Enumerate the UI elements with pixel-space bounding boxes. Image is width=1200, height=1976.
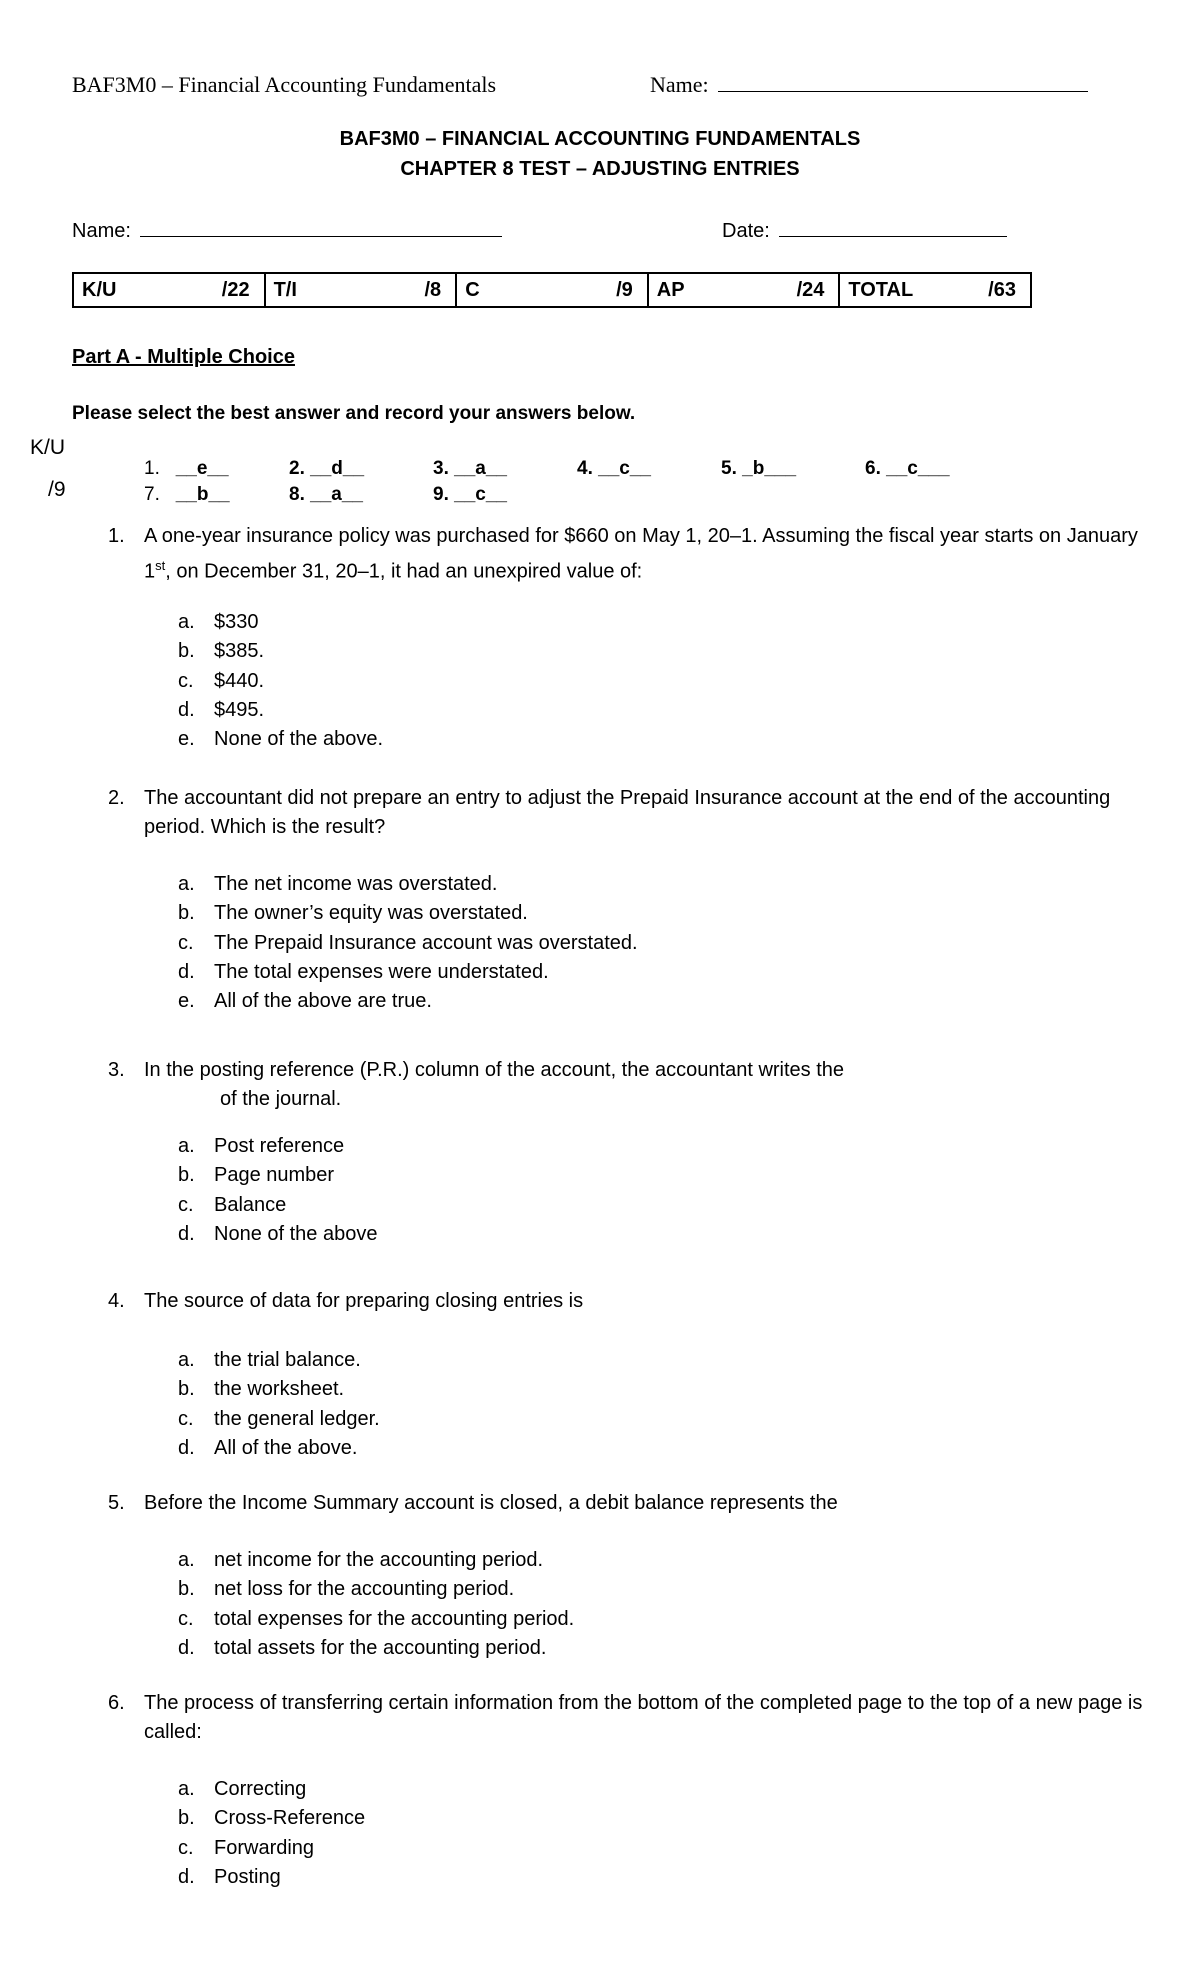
- answer-num: 7.: [144, 484, 160, 505]
- question-2: [108, 784, 1168, 842]
- answer-num: 2.: [289, 458, 305, 479]
- course-header: BAF3M0 – Financial Accounting Fundamentals: [72, 72, 497, 97]
- answer-value: __a__: [310, 484, 363, 505]
- question-number: 4.: [108, 1290, 125, 1312]
- answer-value: __d__: [310, 458, 365, 479]
- question-1: [108, 522, 1168, 587]
- question-4: [108, 1287, 1168, 1316]
- answer-4[interactable]: [577, 458, 651, 480]
- score-max: /24: [796, 278, 825, 301]
- question-number: 2.: [108, 787, 125, 809]
- question-number: 6.: [108, 1692, 125, 1714]
- header-name-line: [718, 73, 1088, 92]
- score-max: /8: [424, 278, 442, 301]
- answer-num: 8.: [289, 484, 305, 505]
- question-text: The accountant did not prepare an entry to adjust the Prepaid Insurance account at the end of the accounting period. Which is the result?: [144, 787, 1111, 838]
- answer-num: 3.: [433, 458, 449, 479]
- question-text: In the posting reference (P.R.) column of the account, the accountant writes the: [144, 1059, 845, 1081]
- part-a-instruction: Please select the best answer and record your answers below.: [72, 403, 636, 424]
- question-number: 5.: [108, 1492, 125, 1514]
- score-cell-ti: [266, 274, 458, 306]
- score-cell-c: [457, 274, 649, 306]
- score-label: T/I: [273, 278, 297, 301]
- header-name-field[interactable]: [650, 72, 1088, 98]
- answer-value: __c__: [454, 484, 507, 505]
- margin-ku-score: /9: [48, 478, 66, 501]
- date-line: [779, 218, 1007, 237]
- student-name-label: Name:: [72, 220, 131, 242]
- question-5: [108, 1489, 1168, 1518]
- score-label: K/U: [82, 278, 117, 301]
- margin-ku-label: K/U: [30, 436, 66, 459]
- score-table: [72, 272, 1032, 308]
- answer-value: __a__: [454, 458, 507, 479]
- part-a-heading: Part A - Multiple Choice: [72, 346, 295, 368]
- score-label: C: [465, 278, 480, 301]
- answer-6[interactable]: [865, 458, 950, 480]
- student-name-line: [140, 218, 502, 237]
- answer-9[interactable]: [433, 484, 507, 506]
- answer-value: __c___: [886, 458, 950, 479]
- answer-value: __b__: [175, 484, 230, 505]
- answer-value: _b___: [742, 458, 797, 479]
- answer-value: __e__: [175, 458, 229, 479]
- answer-3[interactable]: [433, 458, 507, 480]
- score-label: TOTAL: [848, 278, 914, 301]
- question-number: 3.: [108, 1059, 125, 1081]
- question-3: [108, 1056, 1168, 1114]
- score-max: /22: [221, 278, 250, 301]
- answer-num: 1.: [144, 458, 160, 479]
- score-max: /9: [616, 278, 633, 301]
- answer-1[interactable]: [144, 458, 229, 480]
- question-text: Before the Income Summary account is closed, a debit balance represents the: [144, 1492, 838, 1514]
- answer-num: 5.: [721, 458, 737, 479]
- student-name-field[interactable]: [72, 218, 502, 243]
- answer-7[interactable]: [144, 484, 230, 506]
- answer-2[interactable]: [289, 458, 364, 480]
- question-text: A one-year insurance policy was purchased for $660 on May 1, 20–1. Assuming the fiscal year starts on January 1st, on December 31, 20–1, it had an unexpired value of:: [144, 525, 1138, 583]
- question-6: [108, 1689, 1168, 1747]
- test-title: BAF3M0 – FINANCIAL ACCOUNTING FUNDAMENTALS: [339, 128, 861, 150]
- answer-8[interactable]: [289, 484, 363, 506]
- answer-5[interactable]: [721, 458, 796, 480]
- answer-num: 6.: [865, 458, 881, 479]
- question-text-line2: of the journal.: [220, 1088, 342, 1110]
- answer-num: 4.: [577, 458, 593, 479]
- question-text: The source of data for preparing closing entries is: [144, 1290, 584, 1312]
- date-label: Date:: [722, 220, 770, 242]
- answer-num: 9.: [433, 484, 449, 505]
- header-name-label: Name:: [650, 72, 709, 97]
- question-number: 1.: [108, 525, 125, 547]
- score-label: AP: [656, 278, 685, 301]
- question-text: The process of transferring certain information from the bottom of the completed page to the top of a new page is called:: [144, 1692, 1143, 1743]
- test-subtitle: CHAPTER 8 TEST – ADJUSTING ENTRIES: [400, 158, 800, 180]
- date-field[interactable]: [722, 218, 1007, 243]
- score-cell-ap: [649, 274, 841, 306]
- answer-value: __c__: [598, 458, 651, 479]
- score-cell-total: [840, 274, 1030, 306]
- score-cell-ku: [74, 274, 266, 306]
- score-max: /63: [988, 278, 1016, 301]
